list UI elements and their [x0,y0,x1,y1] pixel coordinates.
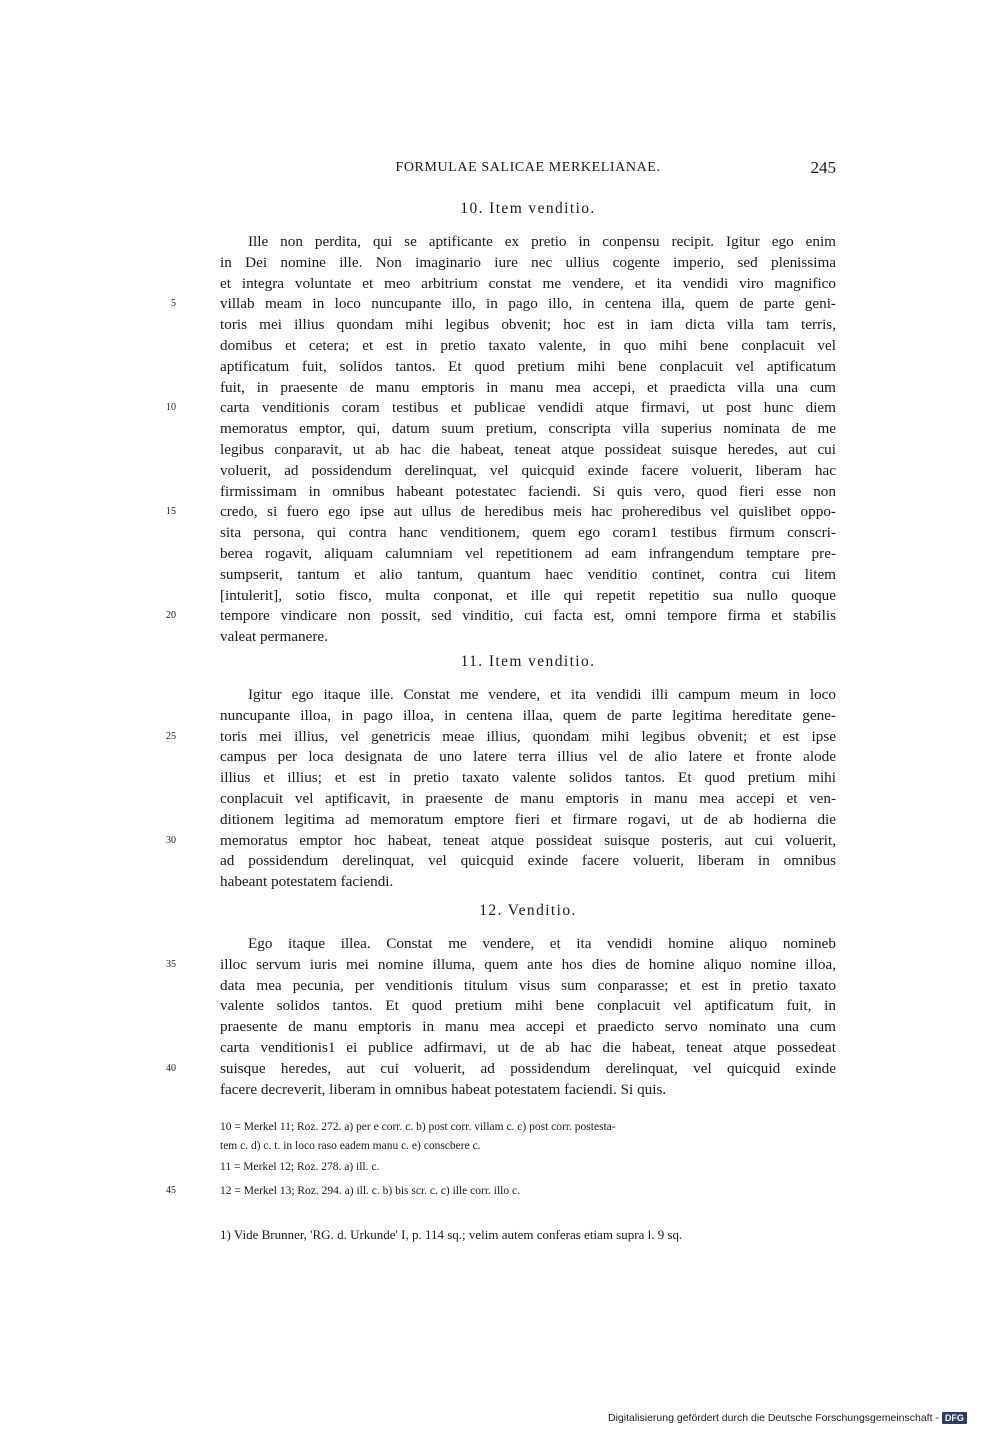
text-line: in Dei nomine ille. Non imaginario iure nec ullius cogente imperio, sed plenissima [220,253,836,271]
apparatus-line: 12 = Merkel 13; Roz. 294. a) ill. c. b) bis scr. c. c) ille corr. illo c. [220,1185,520,1197]
text-line: suisque heredes, aut cui voluerit, ad possidendum derelinquat, vel quicquid exinde [220,1059,836,1077]
section-heading: 11. Item venditio. [460,653,596,670]
line-number: 30 [166,834,176,846]
line-number: 20 [166,610,176,622]
text-line: Ille non perdita, qui se aptificante ex pretio in conpensu recipit. Igitur ego enim [248,233,836,250]
text-line: habeant potestatem faciendi. [220,873,394,891]
text-line: Ego itaque illea. Constat me vendere, et ita vendidi homine aliquo nomineb [248,935,836,952]
text-line: sita persona, qui contra hanc venditionem, quem ego coram1 testibus firmum conscri- [220,524,836,542]
text-line: praesente de manu emptoris in manu mea accepi et praedicto servo nominato una cum [220,1018,836,1036]
line-number: 25 [166,730,176,742]
section-heading: 10. Item venditio. [460,200,596,217]
running-title: FORMULAE SALICAE MERKELIANAE. [395,160,661,175]
text-line: carta venditionis1 ei publice adfirmavi, ut de ab hac die habeat, teneat atque possedeat [220,1039,836,1056]
text-line: facere decreverit, liberam in omnibus habeat potestatem faciendi. Si quis. [220,1080,667,1098]
credit-text: Digitalisierung gefördert durch die Deutsche Forschungsgemeinschaft - [608,1412,939,1424]
dfg-logo: DFG [942,1412,967,1424]
apparatus-line: 10 = Merkel 11; Roz. 272. a) per e corr. c. b) post corr. villam c. c) post corr. postesta- [220,1121,616,1133]
text-line: carta venditionis coram testibus et publicae vendidi atque firmavi, ut post hunc diem [220,399,836,417]
text-line: ad possidendum derelinquat, vel quicquid exinde facere voluerit, liberam in omnibus [220,852,836,870]
line-number: 45 [166,1185,176,1196]
line-number: 40 [166,1062,176,1074]
text-line: toris mei illius, vel genetricis meae illius, quondam mihi legibus obvenit; et est ipse [220,727,836,745]
text-line: campus per loca designata de uno latere terra illius vel de alio latere et fronte alode [220,748,836,766]
line-number: 35 [166,958,176,970]
apparatus-line: tem c. d) c. t. in loco raso eadem manu c. e) conscbere c. [220,1140,481,1152]
line-number: 5 [171,298,176,310]
text-line: ditionem legitima ad memoratum emptore fieri et firmare rogavi, ut de ab hodierna die [220,810,836,828]
text-line: credo, si fuero ego ipse aut ullus de heredibus meis hac proheredibus vel quislibet oppo- [220,503,836,521]
section-heading: 12. Venditio. [479,902,577,919]
text-line: villab meam in loco nuncupante illo, in pago illo, in centena illa, quem de parte geni- [220,295,836,313]
footnote: 1) Vide Brunner, 'RG. d. Urkunde' I, p. 114 sq.; velim autem conferas etiam supra l. 9 sq. [220,1227,683,1242]
text-line: sumpserit, tantum et alio tantum, quantum haec venditio continet, contra cui litem [220,565,836,583]
text-line: domibus et cetera; et est in pretio taxato valente, in quo mihi bene conplacuit vel [220,337,836,354]
text-line: et integra voluntate et meo arbitrium constat me vendere, et ita vendidi viro magnifico [220,274,836,292]
apparatus-line: 11 = Merkel 12; Roz. 278. a) ill. c. [220,1161,380,1173]
text-line: voluerit, ad possidendum derelinquat, vel quicquid exinde facere voluerit, liberam hac [220,461,836,479]
text-line: Igitur ego itaque ille. Constat me vendere, et ita vendidi illi campum meum in loco [248,686,836,703]
running-header [220,160,836,182]
text-line: illius et illius; et est in pretio taxato valente solidos tantos. Et quod pretium mihi [220,769,836,787]
text-line: conplacuit vel aptificavit, in praesente de manu emptoris in manu mea accepi et ven- [220,790,836,807]
text-line: illoc servum iuris mei nomine illuma, quem ante hos dies de homine aliquo nomine illoa, [220,955,836,973]
line-number: 10 [166,402,176,414]
text-line: memoratus emptor hoc habeat, teneat atque possideat suisque posteris, aut cui voluerit, [220,831,836,849]
text-line: fuit, in praesente de manu emptoris in manu mea accepi, et praedicta villa una cum [220,378,836,396]
text-line: berea rogavit, aliquam calumniam vel repetitionem ad eam infrangendum temptare pre- [220,545,836,562]
text-line: nuncupante illoa, in pago illoa, in centena illaa, quem de parte legitima hereditate gene- [220,706,836,724]
page-number: 245 [810,158,836,177]
line-number: 15 [166,506,176,518]
digitization-credit [608,1412,967,1424]
text-line: aptificatum fuit, solidos tantos. Et quod pretium mihi bene conplacuit vel aptificatum [220,357,836,375]
text-line: firmissimam in omnibus habeant potestatec faciendi. Si quis vero, quod fieri esse non [220,482,836,500]
text-line: tempore vindicare non possit, sed vinditio, cui facta est, omni tempore firma et stabilis [220,607,836,625]
text-line: legibus conparavit, ut ab hac die habeat, teneat atque possideat suisque heredes, aut cui [220,441,836,458]
text-line: [intulerit], sotio fisco, multa conponat, et ille qui repetit repetitio sua nullo quoque [220,586,836,604]
text-line: toris mei illius quondam mihi legibus obvenit; hoc est in iam dicta villa tam terris, [220,316,836,334]
text-line: valente solidos tantos. Et quod pretium mihi bene conplacuit vel aptificatum fuit, in [220,997,836,1015]
text-line: data mea pecunia, per venditionis titulum visus sum conparasse; et est in pretio taxato [220,976,836,994]
text-line: valeat permanere. [220,628,328,646]
text-line: memoratus emptor, qui, datum suum pretium, conscripta villa superius nominata de me [220,420,836,438]
